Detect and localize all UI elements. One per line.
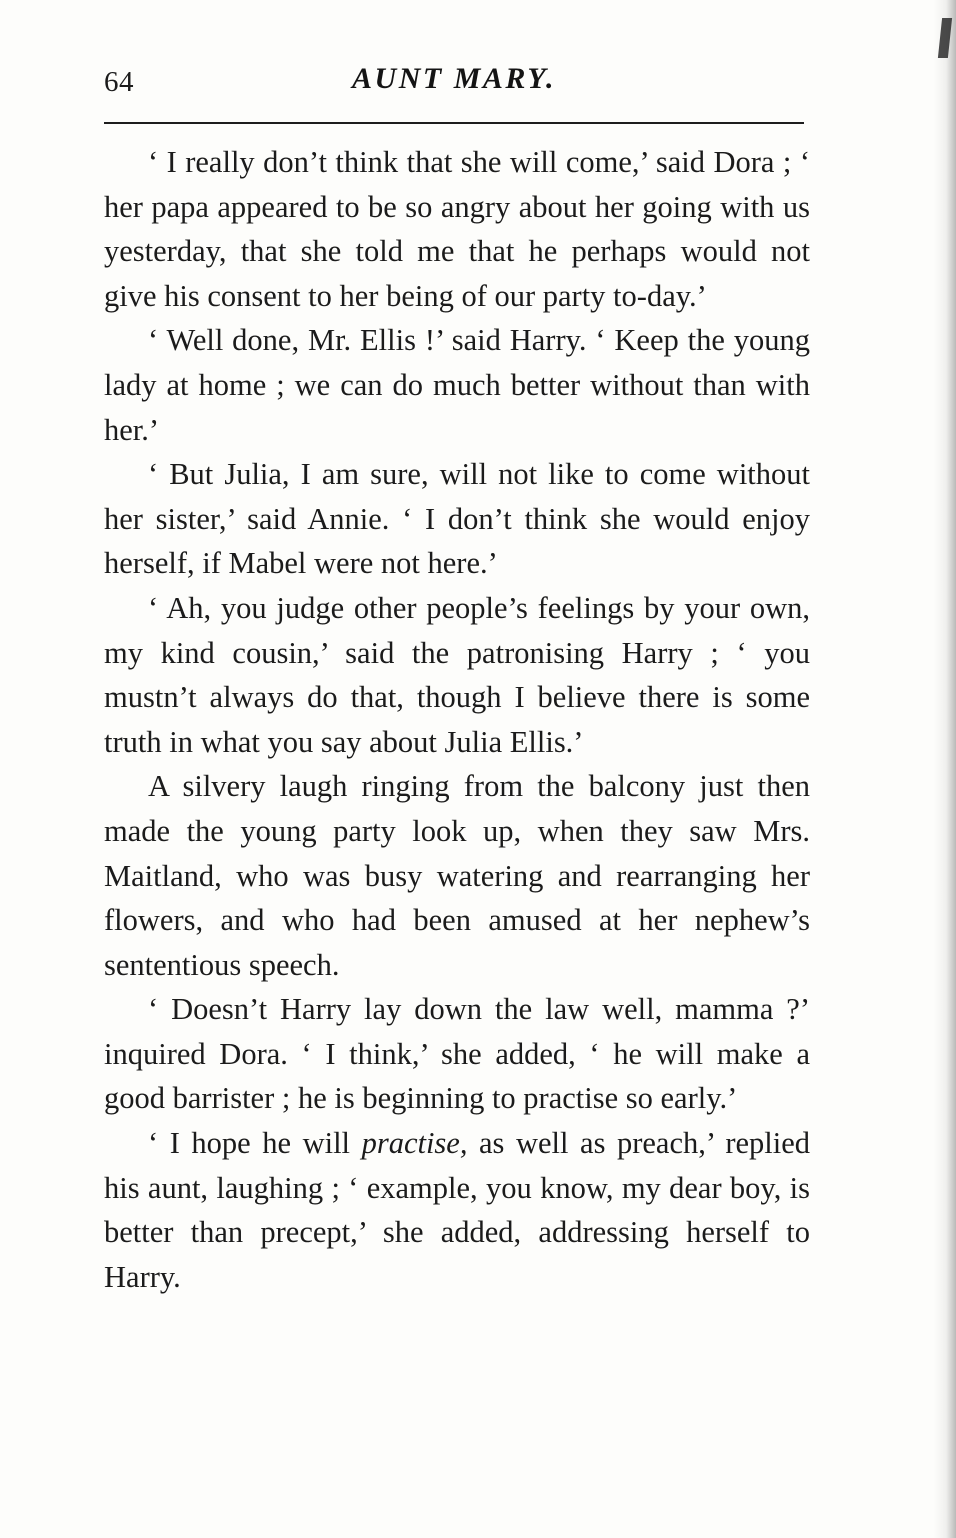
paragraph: ‘ I really don’t think that she will come,’ said Dora ; ‘ her papa appeared to be so angry about her going with us yesterday, that she told me that he perhaps would not give his consent to her being of our party to-day.’ [104, 145, 810, 313]
scan-artifact-mark [938, 18, 952, 58]
paragraph: A silvery laugh ringing from the balcony just then made the young party look up, when they saw Mrs. Maitland, who was busy watering and rearranging her flowers, and who had been amused at her nephew’s sententious speech. [104, 769, 810, 982]
paragraph-text-after-italic: as well as preach,’ replied his aunt, laughing ; ‘ example, you know, my dear boy, is better than precept,’ she added, addressing herself to Harry. [104, 1126, 810, 1294]
paragraph: ‘ Ah, you judge other people’s feelings by your own, my kind cousin,’ said the patronising Harry ; ‘ you mustn’t always do that, though I believe there is some truth in what you say about Julia Ellis.’ [104, 590, 810, 759]
paragraph-text-before-italic: ‘ I hope he will [148, 1126, 362, 1161]
page-body [104, 140, 810, 1299]
page-number: 64 [104, 66, 134, 98]
paragraph: ‘ Well done, Mr. Ellis !’ said Harry. ‘ Keep the young lady at home ; we can do much better without than with her.’ [104, 323, 810, 447]
running-title: AUNT MARY. [352, 62, 556, 95]
italic-word: practise, [361, 1126, 468, 1161]
page-header [104, 62, 804, 108]
paragraph: ‘ Doesn’t Harry lay down the law well, mamma ?’ inquired Dora. ‘ I think,’ she added, ‘ he will make a good barrister ; he is beginning to practise so early.’ [104, 992, 810, 1116]
paragraph: ‘ But Julia, I am sure, will not like to come without her sister,’ said Annie. ‘ I don’t think she would enjoy herself, if Mabel were not here.’ [104, 457, 810, 581]
scan-edge-shadow [934, 0, 956, 1538]
paragraph-with-italic [104, 1121, 810, 1299]
header-rule [104, 122, 804, 124]
